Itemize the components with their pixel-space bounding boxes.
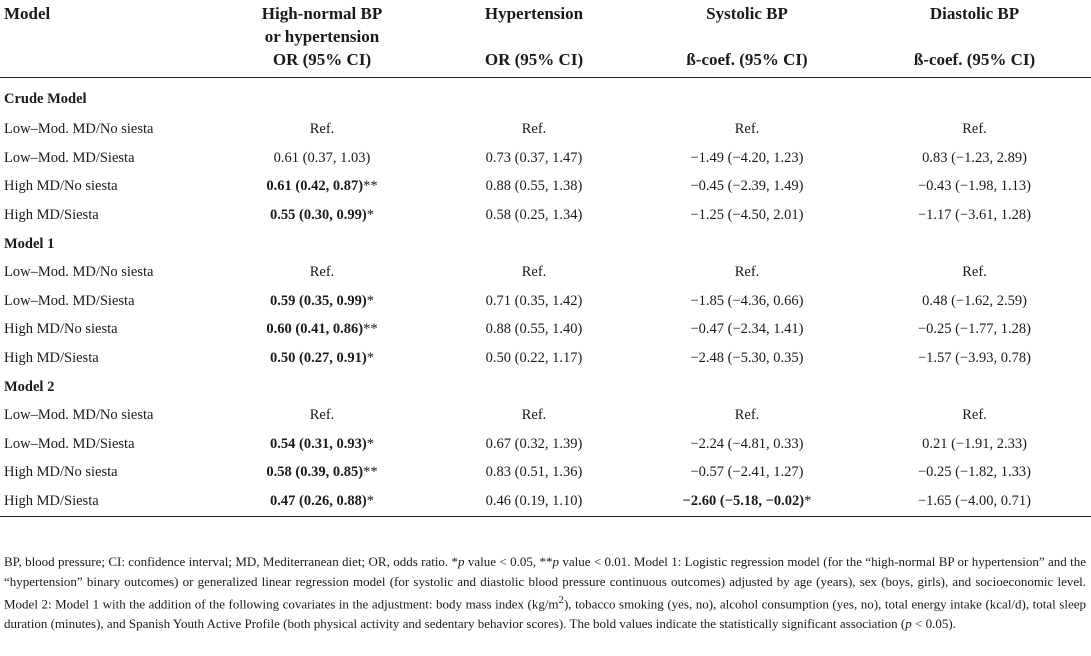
cell-diastolic-bp: −0.25 (−1.82, 1.33) <box>917 464 1031 481</box>
section-row <box>0 230 1091 259</box>
table-row <box>0 287 1091 316</box>
cell-systolic-bp <box>636 173 858 202</box>
cell-value: 0.54 (0.31, 0.93) <box>270 435 367 452</box>
cell-value: −0.47 (−2.34, 1.41) <box>690 321 804 338</box>
header-col3-title: Systolic BP <box>706 4 788 23</box>
cell-high-normal-bp <box>212 430 432 459</box>
cell-high-normal-bp <box>212 144 432 173</box>
cell-high-normal-bp <box>212 459 432 488</box>
row-label: Low–Mod. MD/No siesta <box>4 121 154 138</box>
cell-value: 0.59 (0.35, 0.99) <box>270 292 367 309</box>
header-col4-title: Diastolic BP <box>929 4 1020 23</box>
cell-systolic-bp <box>636 144 858 173</box>
cell-hypertension: 0.67 (0.32, 1.39) <box>485 435 583 452</box>
cell-hypertension: 0.50 (0.22, 1.17) <box>485 350 583 367</box>
row-label: Low–Mod. MD/No siesta <box>4 264 154 281</box>
table-row <box>0 116 1091 145</box>
cell-value: Ref. <box>309 407 335 424</box>
header-col4-stat: ß-coef. (95% CI) <box>913 50 1036 69</box>
row-label: Low–Mod. MD/No siesta <box>4 407 154 424</box>
cell-diastolic-bp: 0.48 (−1.62, 2.59) <box>922 292 1027 309</box>
cell-systolic-bp <box>636 201 858 230</box>
section-title: Model 1 <box>4 235 55 252</box>
cell-value: −0.45 (−2.39, 1.49) <box>690 178 804 195</box>
cell-systolic-bp <box>636 287 858 316</box>
cell-hypertension: 0.46 (0.19, 1.10) <box>432 487 636 516</box>
cell-hypertension: 0.83 (0.51, 1.36) <box>485 464 583 481</box>
cell-systolic-bp <box>636 116 858 145</box>
cell-value: 0.61 (0.37, 1.03) <box>273 149 371 166</box>
table-row <box>0 258 1091 287</box>
table-row <box>0 459 1091 488</box>
table-header <box>0 0 1091 78</box>
footnote-text: < 0.05). <box>911 616 956 632</box>
cell-value: Ref. <box>309 121 335 138</box>
significance-marker: ** <box>363 464 378 481</box>
footnote-text: value < 0.05, ** <box>464 554 553 569</box>
cell-value: 0.50 (0.27, 0.91) <box>270 350 367 367</box>
footnote-text: BP, blood pressure; CI: confidence interval; MD, Mediterranean diet; OR, odds ratio. * <box>4 554 459 569</box>
significance-marker: ** <box>363 178 378 195</box>
cell-value: −1.49 (−4.20, 1.23) <box>690 149 804 166</box>
cell-value: −1.25 (−4.50, 2.01) <box>690 207 804 224</box>
cell-value: 0.47 (0.26, 0.88) <box>270 493 367 510</box>
row-label: Low–Mod. MD/Siesta <box>4 292 135 309</box>
cell-hypertension: 0.88 (0.55, 1.38) <box>485 178 583 195</box>
cell-high-normal-bp <box>212 487 432 516</box>
footnote-text: ), tobacco smoking (yes, no), alcohol consumption (yes, no), total energy intake (kcal/d), total sleep duration (minutes), and Spanish Youth Active Profile (both physical activity and sedentary behavior scores). The bold values indicate the statistically significant association ( <box>4 596 1086 632</box>
cell-diastolic-bp: Ref. <box>962 407 987 424</box>
cell-value: Ref. <box>309 264 335 281</box>
cell-diastolic-bp: 0.21 (−1.91, 2.33) <box>922 435 1027 452</box>
table-row <box>0 487 1091 516</box>
cell-value: −1.85 (−4.36, 0.66) <box>690 292 804 309</box>
footnote-p-italic: p <box>905 616 912 632</box>
cell-value: −2.48 (−5.30, 0.35) <box>690 350 804 367</box>
cell-systolic-bp <box>636 430 858 459</box>
table-footnote <box>4 552 1086 634</box>
footnote-p-italic: p <box>552 554 559 569</box>
cell-hypertension: 0.73 (0.37, 1.47) <box>485 149 583 166</box>
cell-value: 0.58 (0.39, 0.85) <box>266 464 364 481</box>
header-col3-stat: ß-coef. (95% CI) <box>686 50 808 69</box>
cell-high-normal-bp <box>212 116 432 145</box>
cell-systolic-bp <box>636 344 858 373</box>
section-row <box>0 78 1091 116</box>
row-label: Low–Mod. MD/Siesta <box>4 149 135 166</box>
cell-value: −0.57 (−2.41, 1.27) <box>690 464 804 481</box>
significance-marker: ** <box>363 321 378 338</box>
footnote-p-italic: p <box>458 554 465 569</box>
header-col2-title: Hypertension <box>484 4 584 23</box>
cell-high-normal-bp <box>212 287 432 316</box>
cell-hypertension: Ref. <box>521 264 547 281</box>
section-row <box>0 373 1091 402</box>
cell-systolic-bp <box>636 258 858 287</box>
row-label: High MD/No siesta <box>4 464 118 481</box>
cell-high-normal-bp <box>212 201 432 230</box>
cell-systolic-bp <box>636 459 858 488</box>
cell-systolic-bp <box>636 487 858 516</box>
significance-marker: * <box>366 292 374 309</box>
row-label: High MD/Siesta <box>4 207 99 224</box>
cell-hypertension: 0.88 (0.55, 1.40) <box>485 321 583 338</box>
table-row <box>0 344 1091 373</box>
cell-diastolic-bp: 0.83 (−1.23, 2.89) <box>922 149 1027 166</box>
cell-hypertension: 0.71 (0.35, 1.42) <box>485 292 583 309</box>
section-title: Crude Model <box>4 91 87 108</box>
significance-marker: * <box>366 493 374 510</box>
table-row <box>0 401 1091 430</box>
table-row <box>0 144 1091 173</box>
significance-marker: * <box>366 350 374 367</box>
footnote-text: value < 0.01. Model 1: Logistic regression model (for the “high-normal BP or hypertension” and the “hypertension” binary outcomes) or generalized linear regression model (for systolic and diastolic blood pressure continuous outcomes) adjusted by age (years), sex (boys, girls), and socioeconomic level. Model 2: Model 1 with the addition of the following covariates in the adjustment: body mass index (kg/m <box>4 554 1086 612</box>
cell-value: 0.55 (0.30, 0.99) <box>270 207 367 224</box>
cell-systolic-bp <box>636 316 858 345</box>
significance-marker: * <box>366 207 374 224</box>
cell-high-normal-bp <box>212 258 432 287</box>
header-col2-stat: OR (95% CI) <box>484 50 584 69</box>
significance-marker: * <box>804 493 812 510</box>
cell-diastolic-bp: Ref. <box>962 121 987 138</box>
cell-diastolic-bp: −1.57 (−3.93, 0.78) <box>917 350 1031 367</box>
row-label: High MD/Siesta <box>4 350 99 367</box>
cell-hypertension: 0.58 (0.25, 1.34) <box>485 207 583 224</box>
cell-value: Ref. <box>734 121 760 138</box>
cell-value: 0.60 (0.41, 0.86) <box>266 321 364 338</box>
cell-diastolic-bp: −0.43 (−1.98, 1.13) <box>917 178 1031 195</box>
table-row <box>0 201 1091 230</box>
row-label: High MD/No siesta <box>4 321 118 338</box>
cell-diastolic-bp: Ref. <box>962 264 987 281</box>
cell-hypertension: Ref. <box>521 121 547 138</box>
cell-high-normal-bp <box>212 316 432 345</box>
header-col1-line1: High-normal BP <box>261 4 383 23</box>
cell-high-normal-bp <box>212 173 432 202</box>
table-row <box>0 316 1091 345</box>
row-label: High MD/Siesta <box>0 487 212 516</box>
significance-marker: * <box>366 435 374 452</box>
table-row <box>0 173 1091 202</box>
row-label: Low–Mod. MD/Siesta <box>4 435 135 452</box>
row-label: High MD/No siesta <box>4 178 118 195</box>
cell-high-normal-bp <box>212 401 432 430</box>
cell-value: Ref. <box>734 264 760 281</box>
cell-systolic-bp <box>636 401 858 430</box>
header-col1-line2: or hypertension <box>264 27 380 46</box>
header-col1-stat: OR (95% CI) <box>272 50 372 69</box>
cell-value: −2.24 (−4.81, 0.33) <box>690 435 804 452</box>
cell-diastolic-bp: −1.65 (−4.00, 0.71) <box>858 487 1091 516</box>
cell-diastolic-bp: −0.25 (−1.77, 1.28) <box>917 321 1031 338</box>
footnote-superscript: 2 <box>558 594 564 607</box>
section-title: Model 2 <box>4 378 55 395</box>
table-row <box>0 430 1091 459</box>
cell-high-normal-bp <box>212 344 432 373</box>
header-model: Model <box>4 4 51 23</box>
cell-value: Ref. <box>734 407 760 424</box>
cell-diastolic-bp: −1.17 (−3.61, 1.28) <box>917 207 1031 224</box>
table-body <box>0 78 1091 517</box>
cell-value: 0.61 (0.42, 0.87) <box>266 178 364 195</box>
cell-value: −2.60 (−5.18, −0.02) <box>682 493 805 510</box>
cell-hypertension: Ref. <box>521 407 547 424</box>
